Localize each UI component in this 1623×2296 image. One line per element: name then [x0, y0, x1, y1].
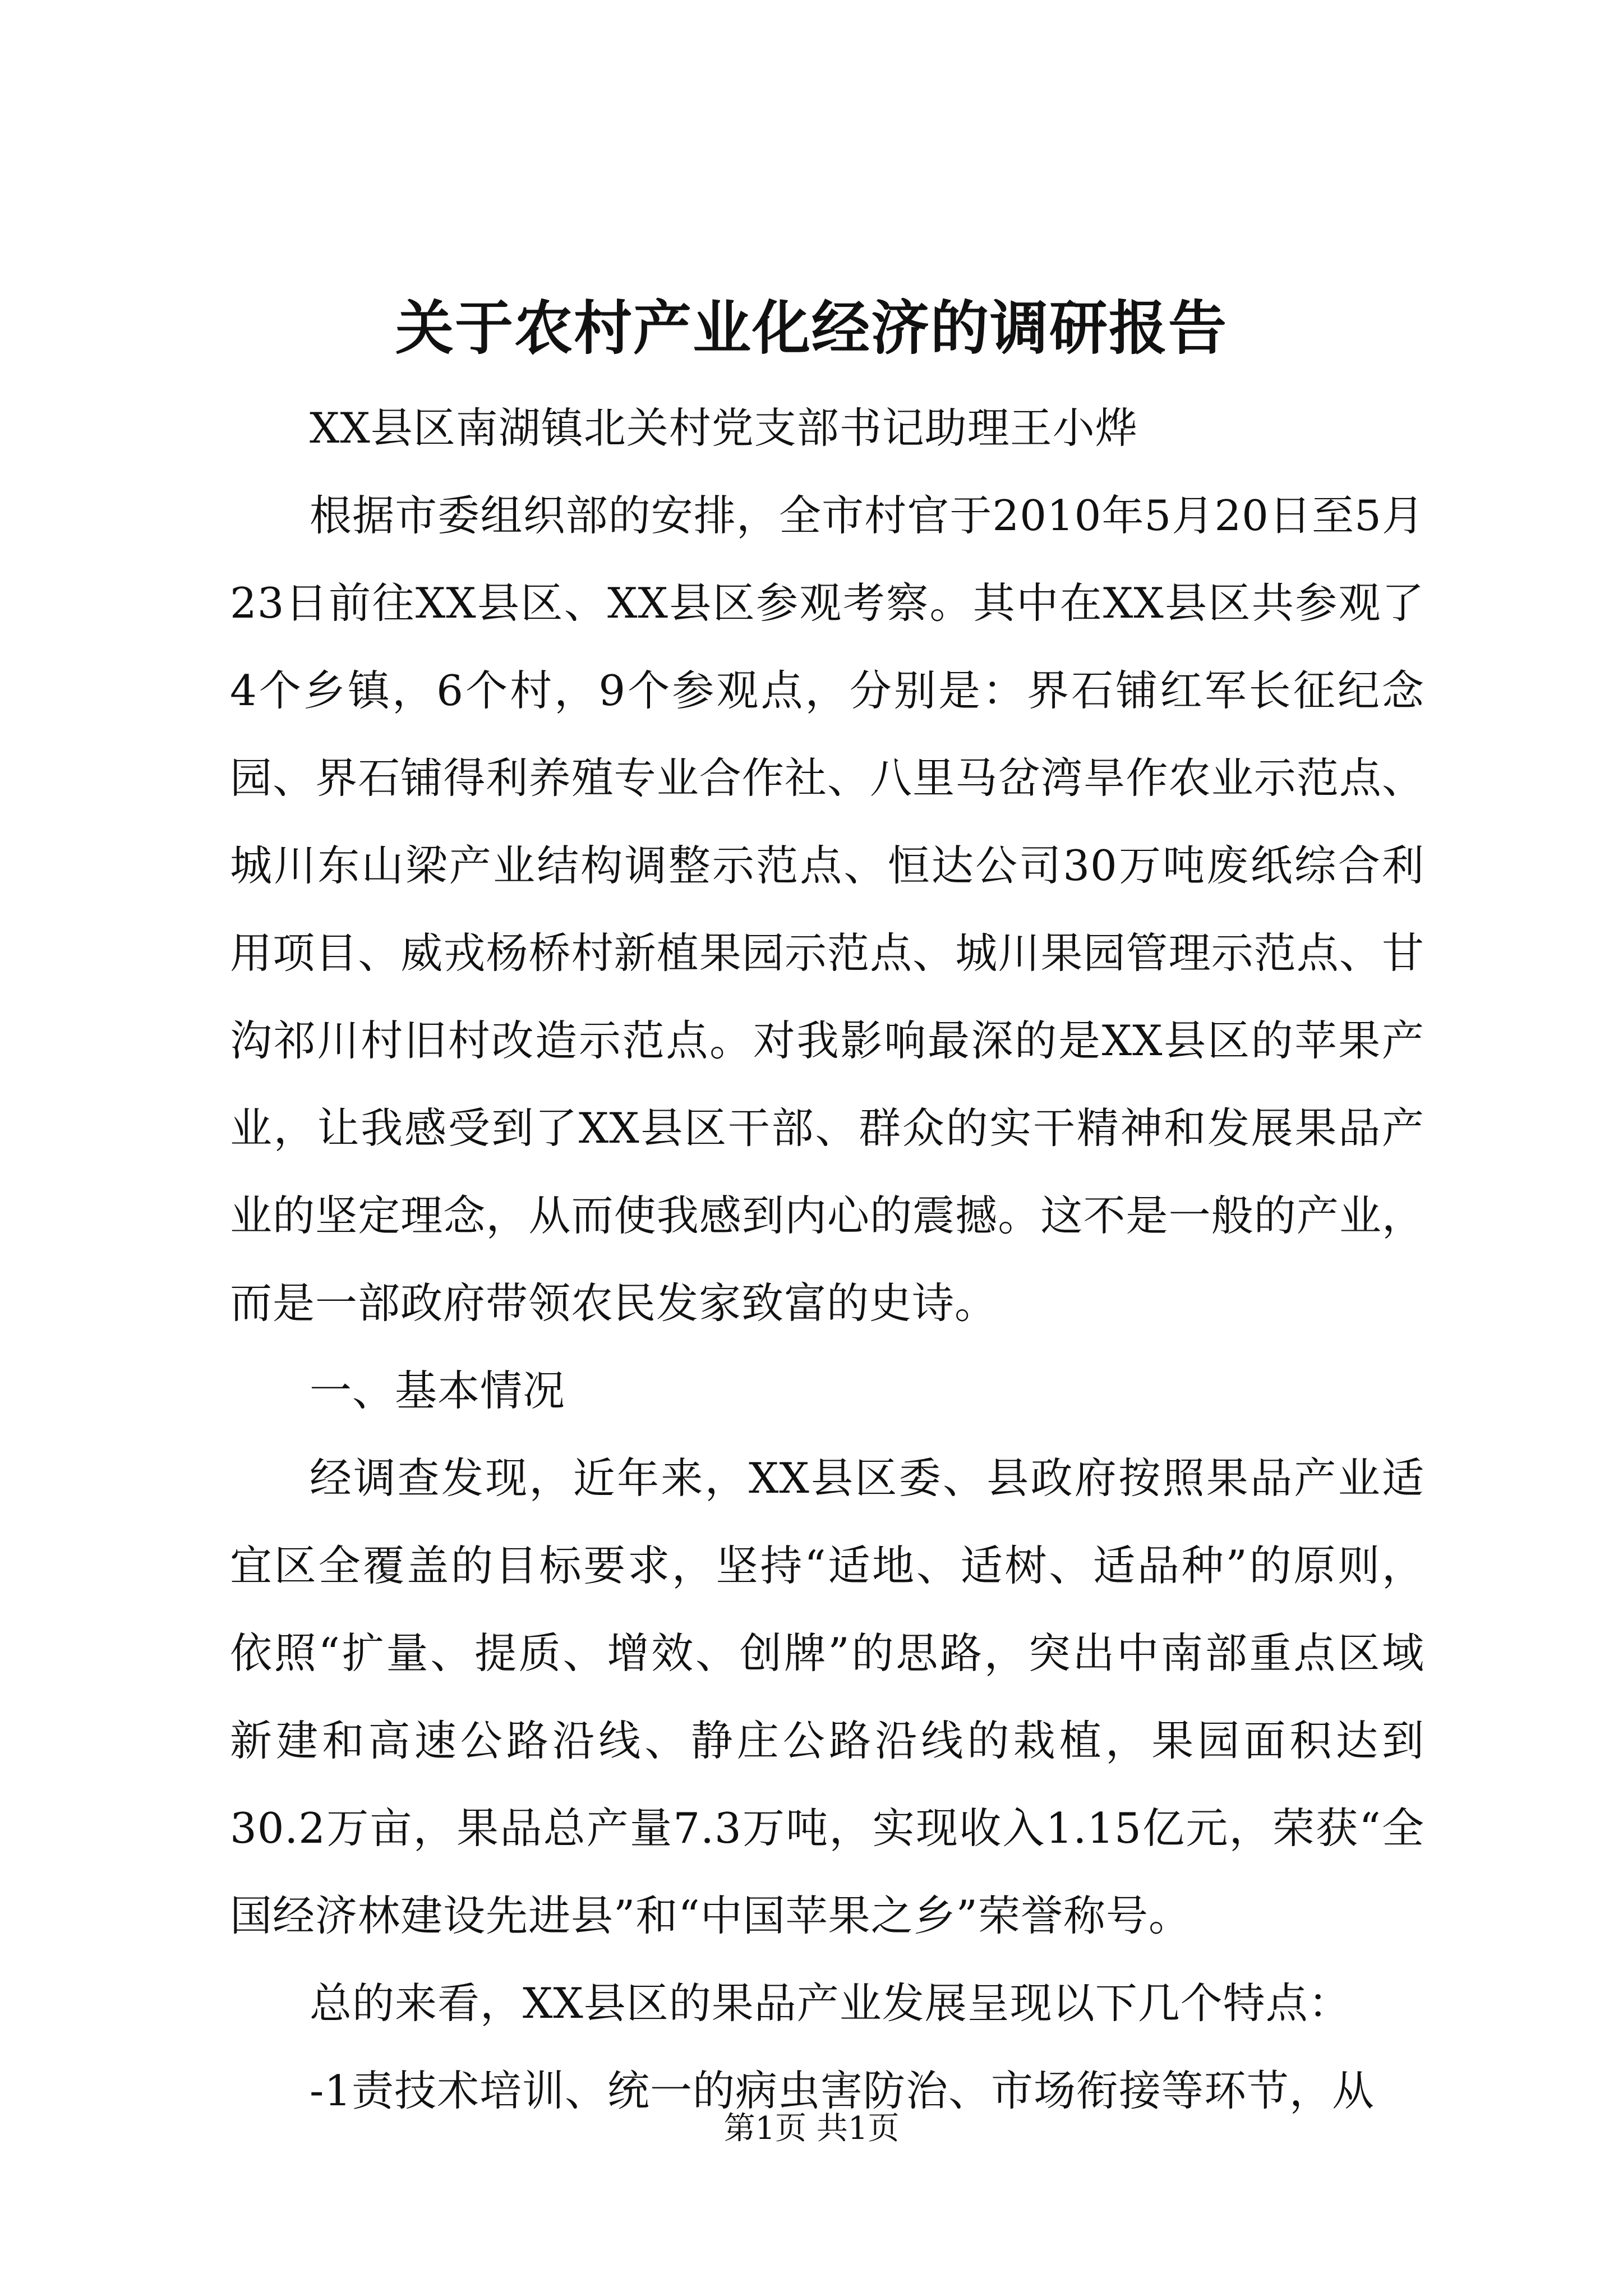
paragraph-intro: 根据市委组织部的安排，全市村官于2010年5月20日至5月23日前往XX县区、XX县区参观考察。其中在XX县区共参观了4个乡镇，6个村，9个参观点，分别是：界石铺红军长征纪念园、界石铺得利养殖专业合作社、八里马岔湾旱作农业示范点、城川东山梁产业结构调整示范点、恒达公司30万吨废纸综合利用项目、威戎杨桥村新植果园示范点、城川果园管理示范点、甘沟祁川村旧村改造示范点。对我影响最深的是XX县区的苹果产业，让我感受到了XX县区干部、群众的实干精神和发展果品产业的坚定理念，从而使我感到内心的震撼。这不是一般的产业，而是一部政府带领农民发家致富的史诗。 — [230, 491, 1424, 1328]
author-line: XX县区南湖镇北关村党支部书记助理王小烨 — [310, 403, 1138, 453]
section-heading: 一、基本情况 — [310, 1366, 566, 1415]
document-title: 关于农村产业化经济的调研报告 — [395, 293, 1228, 362]
paragraph-survey: 经调查发现，近年来，XX县区委、县政府按照果品产业适宜区全覆盖的目标要求，坚持“适地、适树、适品种”的原则，依照“扩量、提质、增效、创牌”的思路，突出中南部重点区域新建和高速公路沿线、静庄公路沿线的栽植，果园面积达到30.2万亩，果品总产量7.3万吨，实现收入1.15亿元，荣获“全国经济林建设先进县”和“中国苹果之乡”荣誉称号。 — [230, 1453, 1424, 1940]
page-footer: 第1页 共1页 — [723, 2110, 900, 2147]
paragraph-summary: 总的来看，XX县区的果品产业发展呈现以下几个特点： — [310, 1978, 1351, 2028]
paragraph-fragment: -1责技术培训、统一的病虫害防治、市场衔接等环节，从 — [310, 2066, 1375, 2115]
document-body — [230, 384, 1424, 2134]
